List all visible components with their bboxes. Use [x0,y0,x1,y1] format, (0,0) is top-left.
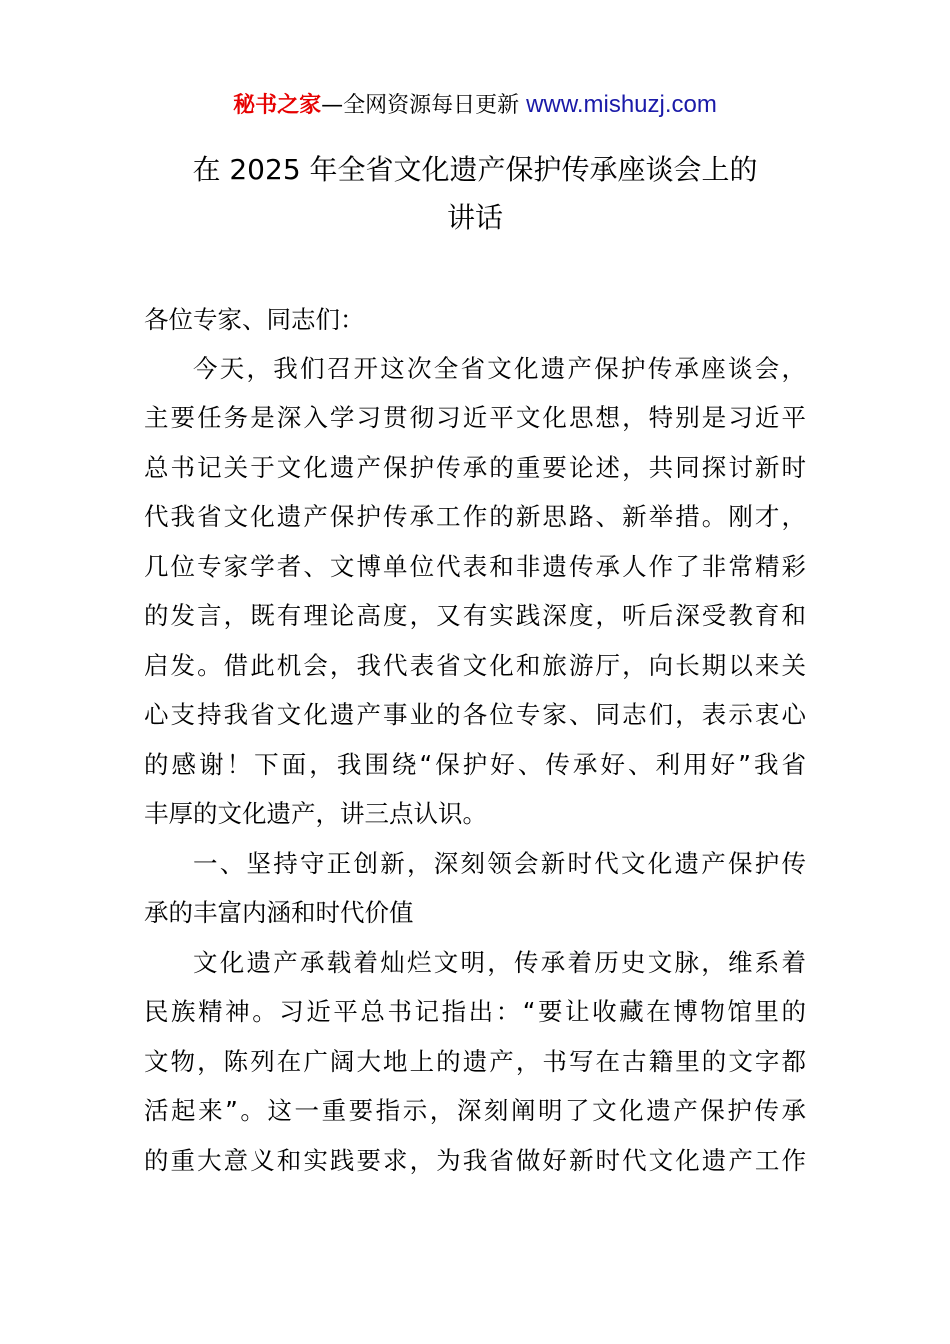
body-line: 的感谢！下面，我围绕“保护好、传承好、利用好”我省 [144,750,806,779]
body-line: 丰厚的文化遗产，讲三点认识。 [144,799,487,828]
tagline: —全网资源每日更新 [321,93,527,118]
body-line: 代我省文化遗产保护传承工作的新思路、新举措。刚才， [144,502,806,531]
body-line: 的重大意义和实践要求，为我省做好新时代文化遗产工作 [144,1146,806,1175]
section-heading-line: 一、坚持守正创新，深刻领会新时代文化遗产保护传 [193,849,806,878]
body-line: 文化遗产承载着灿烂文明，传承着历史文脉，维系着 [193,948,806,977]
body-line: 主要任务是深入学习贯彻习近平文化思想，特别是习近平 [144,403,806,432]
body-line: 几位专家学者、文博单位代表和非遗传承人作了非常精彩 [144,552,806,581]
salutation: 各位专家、同志们： [144,305,365,334]
body-line: 活起来”。这一重要指示，深刻阐明了文化遗产保护传承 [144,1096,806,1125]
site-banner [0,90,950,121]
document-title-line-2: 讲话 [446,201,503,234]
body-line: 启发。借此机会，我代表省文化和旅游厅，向长期以来关 [144,651,806,680]
body-line: 今天，我们召开这次全省文化遗产保护传承座谈会， [193,354,806,383]
brand-name: 秘书之家 [233,93,322,118]
document-title-line-1: 在 2025 年全省文化遗产保护传承座谈会上的 [192,153,758,186]
body-line: 的发言，既有理论高度，又有实践深度，听后深受教育和 [144,601,806,630]
body-line: 文物，陈列在广阔大地上的遗产，书写在古籍里的文字都 [144,1047,806,1076]
body-line: 总书记关于文化遗产保护传承的重要论述，共同探讨新时 [144,453,806,482]
body-line: 心支持我省文化遗产事业的各位专家、同志们，表示衷心 [144,700,806,729]
section-heading-line: 承的丰富内涵和时代价值 [144,898,414,927]
site-url[interactable]: www.mishuzj.com [526,91,717,118]
body-line: 民族精神。习近平总书记指出：“要让收藏在博物馆里的 [144,997,806,1026]
